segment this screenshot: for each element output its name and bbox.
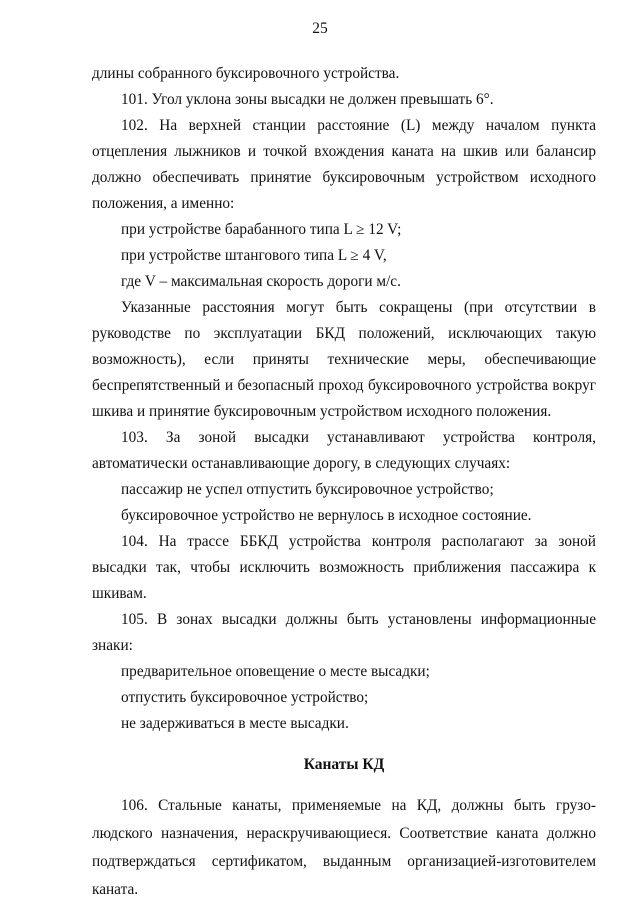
document-body xyxy=(92,61,596,904)
list-item-passenger-not-released: пассажир не успел отпустить буксировочное устройство; xyxy=(121,481,494,498)
list-item-release-device: отпустить буксировочное устройство; xyxy=(121,689,369,706)
paragraph-103: 103. За зоной высадки устанавливают устройства контроля, автоматически останавливающие дорогу, в следующих случаях: xyxy=(92,429,596,472)
paragraph-101: 101. Угол уклона зоны высадки не должен превышать 6°. xyxy=(121,91,494,108)
list-item-drum-type: при устройстве барабанного типа L ≥ 12 V; xyxy=(121,221,402,238)
paragraph-106: 106. Стальные канаты, применяемые на КД, должны быть грузо-людского назначения, нераскручивающиеся. Соответствие каната должно подтверждаться сертификатом, выданным организацией-изготовителем каната. xyxy=(92,797,596,898)
paragraph-continuation: длины собранного буксировочного устройства. xyxy=(92,65,400,82)
list-item-advance-notice: предварительное оповещение о месте высадки; xyxy=(121,663,430,680)
list-item-speed-definition: где V – максимальная скорость дороги м/с. xyxy=(121,273,401,290)
paragraph-102: 102. На верхней станции расстояние (L) между началом пункта отцепления лыжников и точкой вхождения каната на шкив или балансир должно обеспечивать принятие буксировочным устройством исходного положения, а именно: xyxy=(92,117,596,212)
list-item-do-not-linger: не задерживаться в месте высадки. xyxy=(121,715,349,732)
list-item-device-not-returned: буксировочное устройство не вернулось в исходное состояние. xyxy=(121,507,532,524)
paragraph-distance-reduction: Указанные расстояния могут быть сокращены (при отсутствии в руководстве по эксплуатации БКД положений, исключающих такую возможность), если приняты технические меры, обеспечивающие беспрепятственный и безопасный проход буксировочного устройства вокруг шкива и принятие буксировочным устройством исходного положения. xyxy=(92,299,596,420)
page-number: 25 xyxy=(312,20,328,37)
list-item-rod-type: при устройстве штангового типа L ≥ 4 V, xyxy=(121,247,387,264)
section-heading: Канаты КД xyxy=(303,756,385,773)
paragraph-105: 105. В зонах высадки должны быть установлены информационные знаки: xyxy=(92,611,596,654)
paragraph-104: 104. На трассе ББКД устройства контроля располагают за зоной высадки так, чтобы исключить возможность приближения пассажира к шкивам. xyxy=(92,533,596,602)
